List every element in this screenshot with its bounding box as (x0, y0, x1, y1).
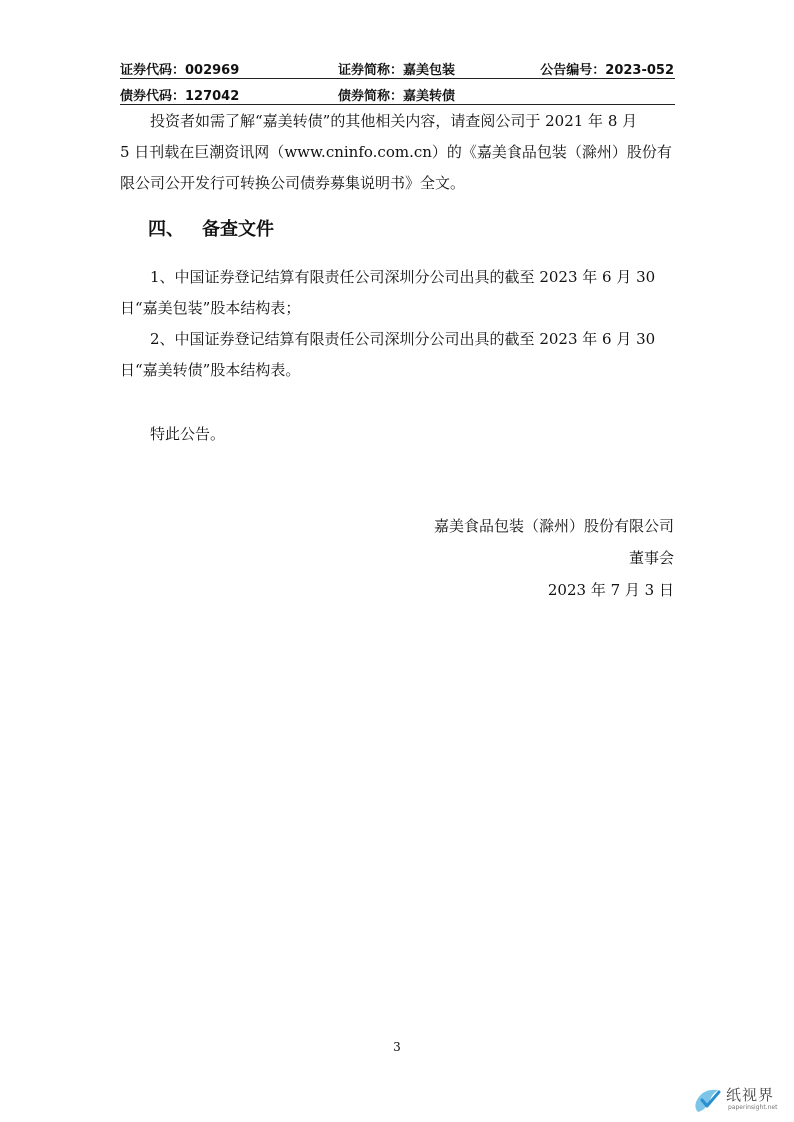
closing-statement (120, 419, 675, 450)
section-heading (148, 215, 274, 241)
signature-company: 嘉美食品包装（滁州）股份有限公司 (433, 517, 674, 535)
paragraph-line: 2、中国证券登记结算有限责任公司深圳分公司出具的截至 2023 年 6 月 30 (120, 330, 656, 348)
paragraph-line: 1、中国证券登记结算有限责任公司深圳分公司出具的截至 2023 年 6 月 30 (120, 268, 656, 286)
closing-text: 特此公告。 (120, 425, 226, 443)
section-title: 备查文件 (202, 219, 274, 240)
list-item-1 (120, 262, 675, 324)
watermark (692, 1082, 792, 1118)
watermark-url: paperinsight.net (728, 1104, 778, 1111)
stock-code: 证券代码：002969 (120, 63, 240, 78)
header-divider-1 (120, 78, 675, 79)
paperinsight-logo-icon (692, 1084, 724, 1120)
bond-abbreviation: 债券简称：嘉美转债 (338, 89, 456, 104)
paragraph-line: 日“嘉美转债”股本结构表。 (120, 361, 301, 379)
paragraph-line: 投资者如需了解“嘉美转债”的其他相关内容，请查阅公司于 2021 年 8 月 (120, 112, 638, 130)
announcement-number: 公告编号：2023-052 (540, 63, 674, 78)
paragraph-line: 限公司公开发行可转换公司债券募集说明书》全文。 (120, 174, 466, 192)
paragraph-line: 5 日刊载在巨潮资讯网（www.cninfo.com.cn）的《嘉美食品包装（滁州）股份有 (120, 143, 672, 161)
header-divider-2 (120, 104, 675, 105)
list-item-2 (120, 324, 675, 386)
signature-date: 2023 年 7 月 3 日 (547, 581, 674, 599)
watermark-brand: 纸视界 (726, 1086, 775, 1104)
stock-abbreviation: 证券简称：嘉美包装 (338, 63, 456, 78)
bond-code: 债券代码：127042 (120, 89, 240, 104)
page-number: 3 (393, 1040, 401, 1054)
intro-paragraph (120, 106, 675, 199)
signature-board: 董事会 (628, 549, 674, 567)
paragraph-line: 日“嘉美包装”股本结构表； (120, 299, 301, 317)
section-number: 四、 (148, 219, 184, 240)
